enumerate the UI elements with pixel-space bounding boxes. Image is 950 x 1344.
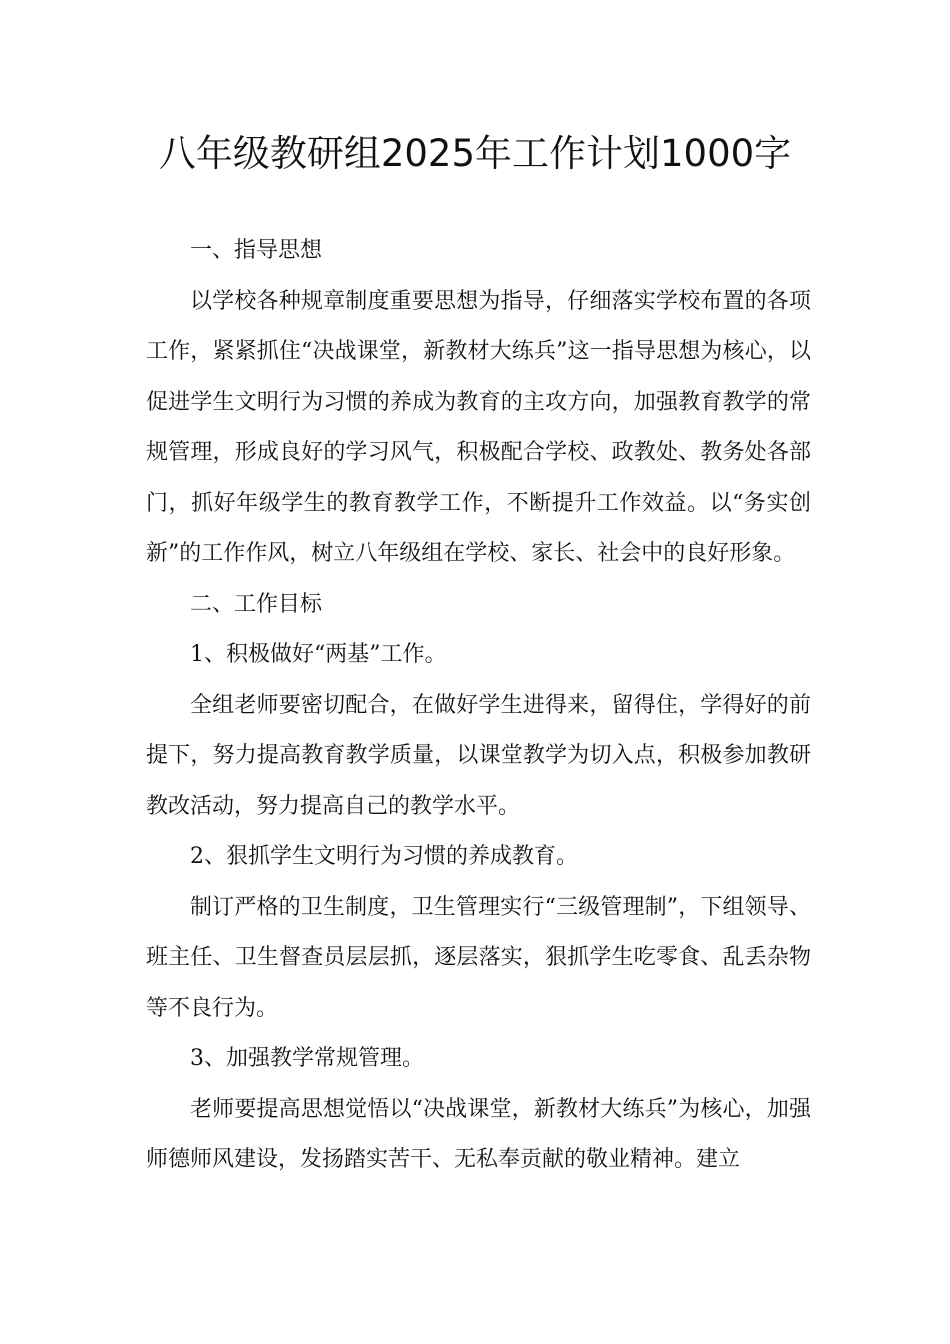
paragraph-teaching-routine: 老师要提高思想觉悟以“决战课堂，新教材大练兵”为核心，加强师德师风建设，发扬踏实苦干、无私奉贡献的敬业精神。建立 — [146, 1096, 811, 1172]
paragraph-two-basics: 全组老师要密切配合，在做好学生进得来，留得住，学得好的前提下，努力提高教育教学质量，以课堂教学为切入点，积极参加教研教改活动，努力提高自己的教学水平。 — [146, 692, 811, 819]
subheading-two-basics: 1、积极做好“两基”工作。 — [190, 642, 447, 667]
subheading-civilized-habits: 2、狠抓学生文明行为习惯的养成教育。 — [190, 844, 578, 869]
paragraph-civilized-habits: 制订严格的卫生制度，卫生管理实行“三级管理制”，下组领导、班主任、卫生督查员层层抓，逐层落实，狠抓学生吃零食、乱丢杂物等不良行为。 — [146, 894, 811, 1021]
paragraph-guiding-ideology: 以学校各种规章制度重要思想为指导，仔细落实学校布置的各项工作，紧紧抓住“决战课堂，新教材大练兵”这一指导思想为核心，以促进学生文明行为习惯的养成为教育的主攻方向，加强教育教学的常规管理，形成良好的学习风气，积极配合学校、政教处、教务处各部门，抓好年级学生的教育教学工作，不断提升工作效益。以“务实创新”的工作作风，树立八年级组在学校、家长、社会中的良好形象。 — [146, 288, 811, 566]
document-title: 八年级教研组2025年工作计划1000字 — [158, 132, 792, 175]
subheading-teaching-routine: 3、加强教学常规管理。 — [190, 1046, 424, 1071]
section-heading-guiding-ideology: 一、指导思想 — [190, 238, 323, 263]
section-heading-work-goals: 二、工作目标 — [190, 591, 323, 617]
document-body — [146, 226, 811, 1186]
